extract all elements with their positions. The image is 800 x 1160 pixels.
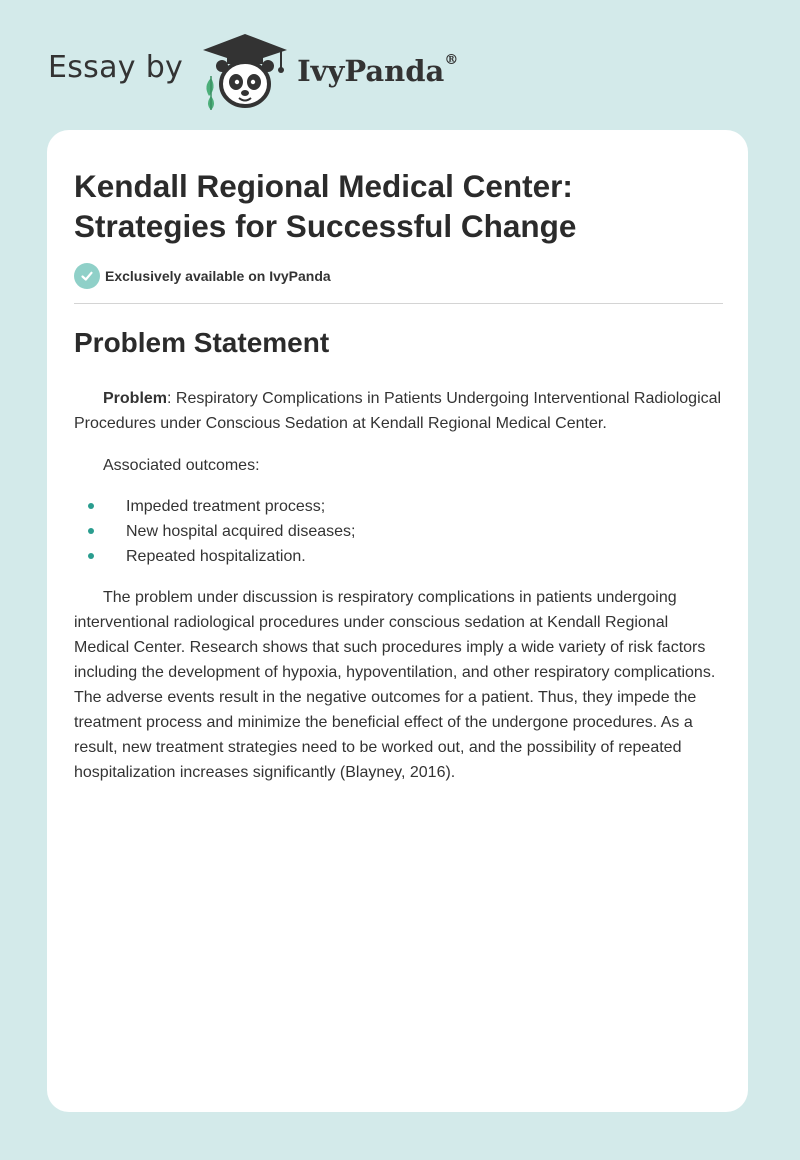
article-body (74, 386, 724, 785)
exclusive-notice (74, 263, 331, 289)
list-item-text: New hospital acquired diseases; (126, 523, 356, 540)
bullet-dot-icon (88, 528, 94, 534)
list-item (74, 544, 724, 569)
bullet-dot-icon (88, 503, 94, 509)
title-line-1: Kendall Regional Medical Center: (74, 168, 573, 204)
outcomes-list (74, 494, 724, 569)
section-heading: Problem Statement (74, 327, 330, 358)
list-item-text: Repeated hospitalization. (126, 548, 306, 565)
problem-label: Problem (103, 390, 168, 407)
discussion-paragraph: The problem under discussion is respiratory complications in patients undergoing interventional radiological procedures under conscious sedation at Kendall Regional Medical Center. Research shows that such procedures imply a wide variety of risk factors including the development of hypoxia, hypoventilation, and other respiratory complications. The adverse events result in the negative outcomes for a patient. Thus, they impede the treatment process and minimize the beneficial effect of the undergone procedures. As a result, new treatment strategies need to be worked out, and the possibility of repeated hospitalization increases significantly (Blayney, 2016). (74, 589, 716, 781)
exclusive-label: Exclusively available on IvyPanda (105, 268, 331, 284)
problem-paragraph (74, 386, 724, 436)
divider (74, 303, 723, 304)
problem-text: : Respiratory Complications in Patients Undergoing Interventional Radiological Procedures under Conscious Sedation at Kendall Regional Medical Center. (74, 390, 722, 432)
list-item-text: Impeded treatment process; (126, 498, 326, 515)
registered-mark: ® (444, 52, 459, 68)
brand-name[interactable]: IvyPanda® (297, 52, 459, 88)
list-item (74, 494, 724, 519)
site-header (48, 30, 458, 110)
page-title (74, 166, 724, 246)
essay-by-label: Essay by (48, 49, 184, 85)
essay-card (47, 130, 748, 1112)
ivypanda-logo-icon[interactable] (197, 30, 293, 110)
list-item (74, 519, 724, 544)
bullet-dot-icon (88, 553, 94, 559)
check-icon (74, 263, 100, 289)
title-line-2: Strategies for Successful Change (74, 208, 577, 244)
associated-outcomes-label: Associated outcomes: (103, 457, 260, 474)
